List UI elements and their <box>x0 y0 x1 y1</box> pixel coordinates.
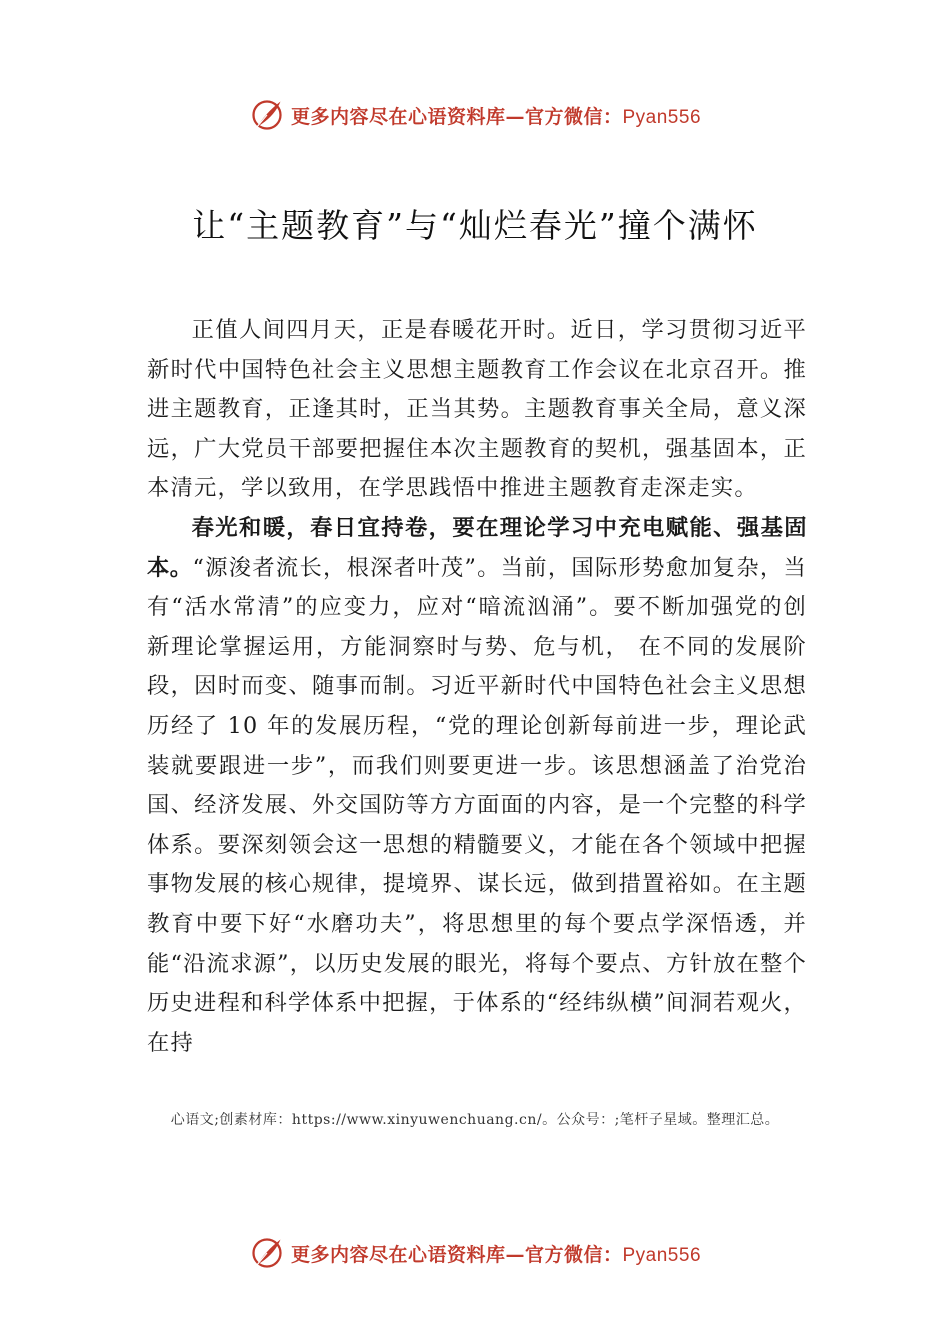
footer-note: 心语文;创素材库：https://www.xinyuwenchuang.cn/。公众号：;笔杆子星域。整理汇总。 <box>170 1112 780 1128</box>
footer-banner <box>0 1231 950 1275</box>
wechat-id: Pyan556 <box>622 1244 702 1266</box>
paragraph-2-heading: 春光和暖，春日宜持卷，要在理论学习中充电赋能、强基固本。 <box>147 514 807 581</box>
quill-pen-logo-icon <box>249 97 285 133</box>
wechat-id: Pyan556 <box>622 106 702 128</box>
header-banner <box>0 93 950 137</box>
banner-text: 更多内容尽在心语资料库—官方微信：Pyan556 <box>290 1243 702 1266</box>
paragraph-1: 正值人间四月天，正是春暖花开时。近日，学习贯彻习近平新时代中国特色社会主义思想主题教育工作会议在北京召开。推进主题教育，正逢其时，正当其势。主题教育事关全局，意义深远，广大党员干部要把握住本次主题教育的契机，强基固本，正本清元，学以致用，在学思践悟中推进主题教育走深走实。 <box>147 317 807 502</box>
paragraph-2-body: “源浚者流长，根深者叶茂”。当前，国际形势愈加复杂，当有“活水常清”的应变力，应对“暗流汹涌”。要不断加强党的创新理论掌握运用，方能洞察时与势、危与机， 在不同的发展阶段，因时而变、随事而制。习近平新时代中国特色社会主义思想历经了 10 年的发展历程，“党的理论创新每前进一步，理论武装就要跟进一步”，而我们则要更进一步。该思想涵盖了治党治国、经济发展、外交国防等方方面面的内容，是一个完整的科学体系。要深刻领会这一思想的精髓要义，才能在各个领域中把握事物发展的核心规律，提境界、谋长远，做到措置裕如。在主题教育中要下好“水磨功夫”，将思想里的每个要点学深悟透，并能“沿流求源”，以历史发展的眼光，将每个要点、方针放在整个历史进程和科学体系中把握，于体系的“经纬纵横”间洞若观火，在持 <box>147 554 807 1056</box>
paragraph-2 <box>147 509 807 1063</box>
document-title: 让“主题教育”与“灿烂春光”撞个满怀 <box>192 206 758 245</box>
banner-text: 更多内容尽在心语资料库—官方微信：Pyan556 <box>290 105 702 128</box>
quill-pen-logo-icon <box>249 1235 285 1271</box>
document-body <box>147 311 807 1063</box>
